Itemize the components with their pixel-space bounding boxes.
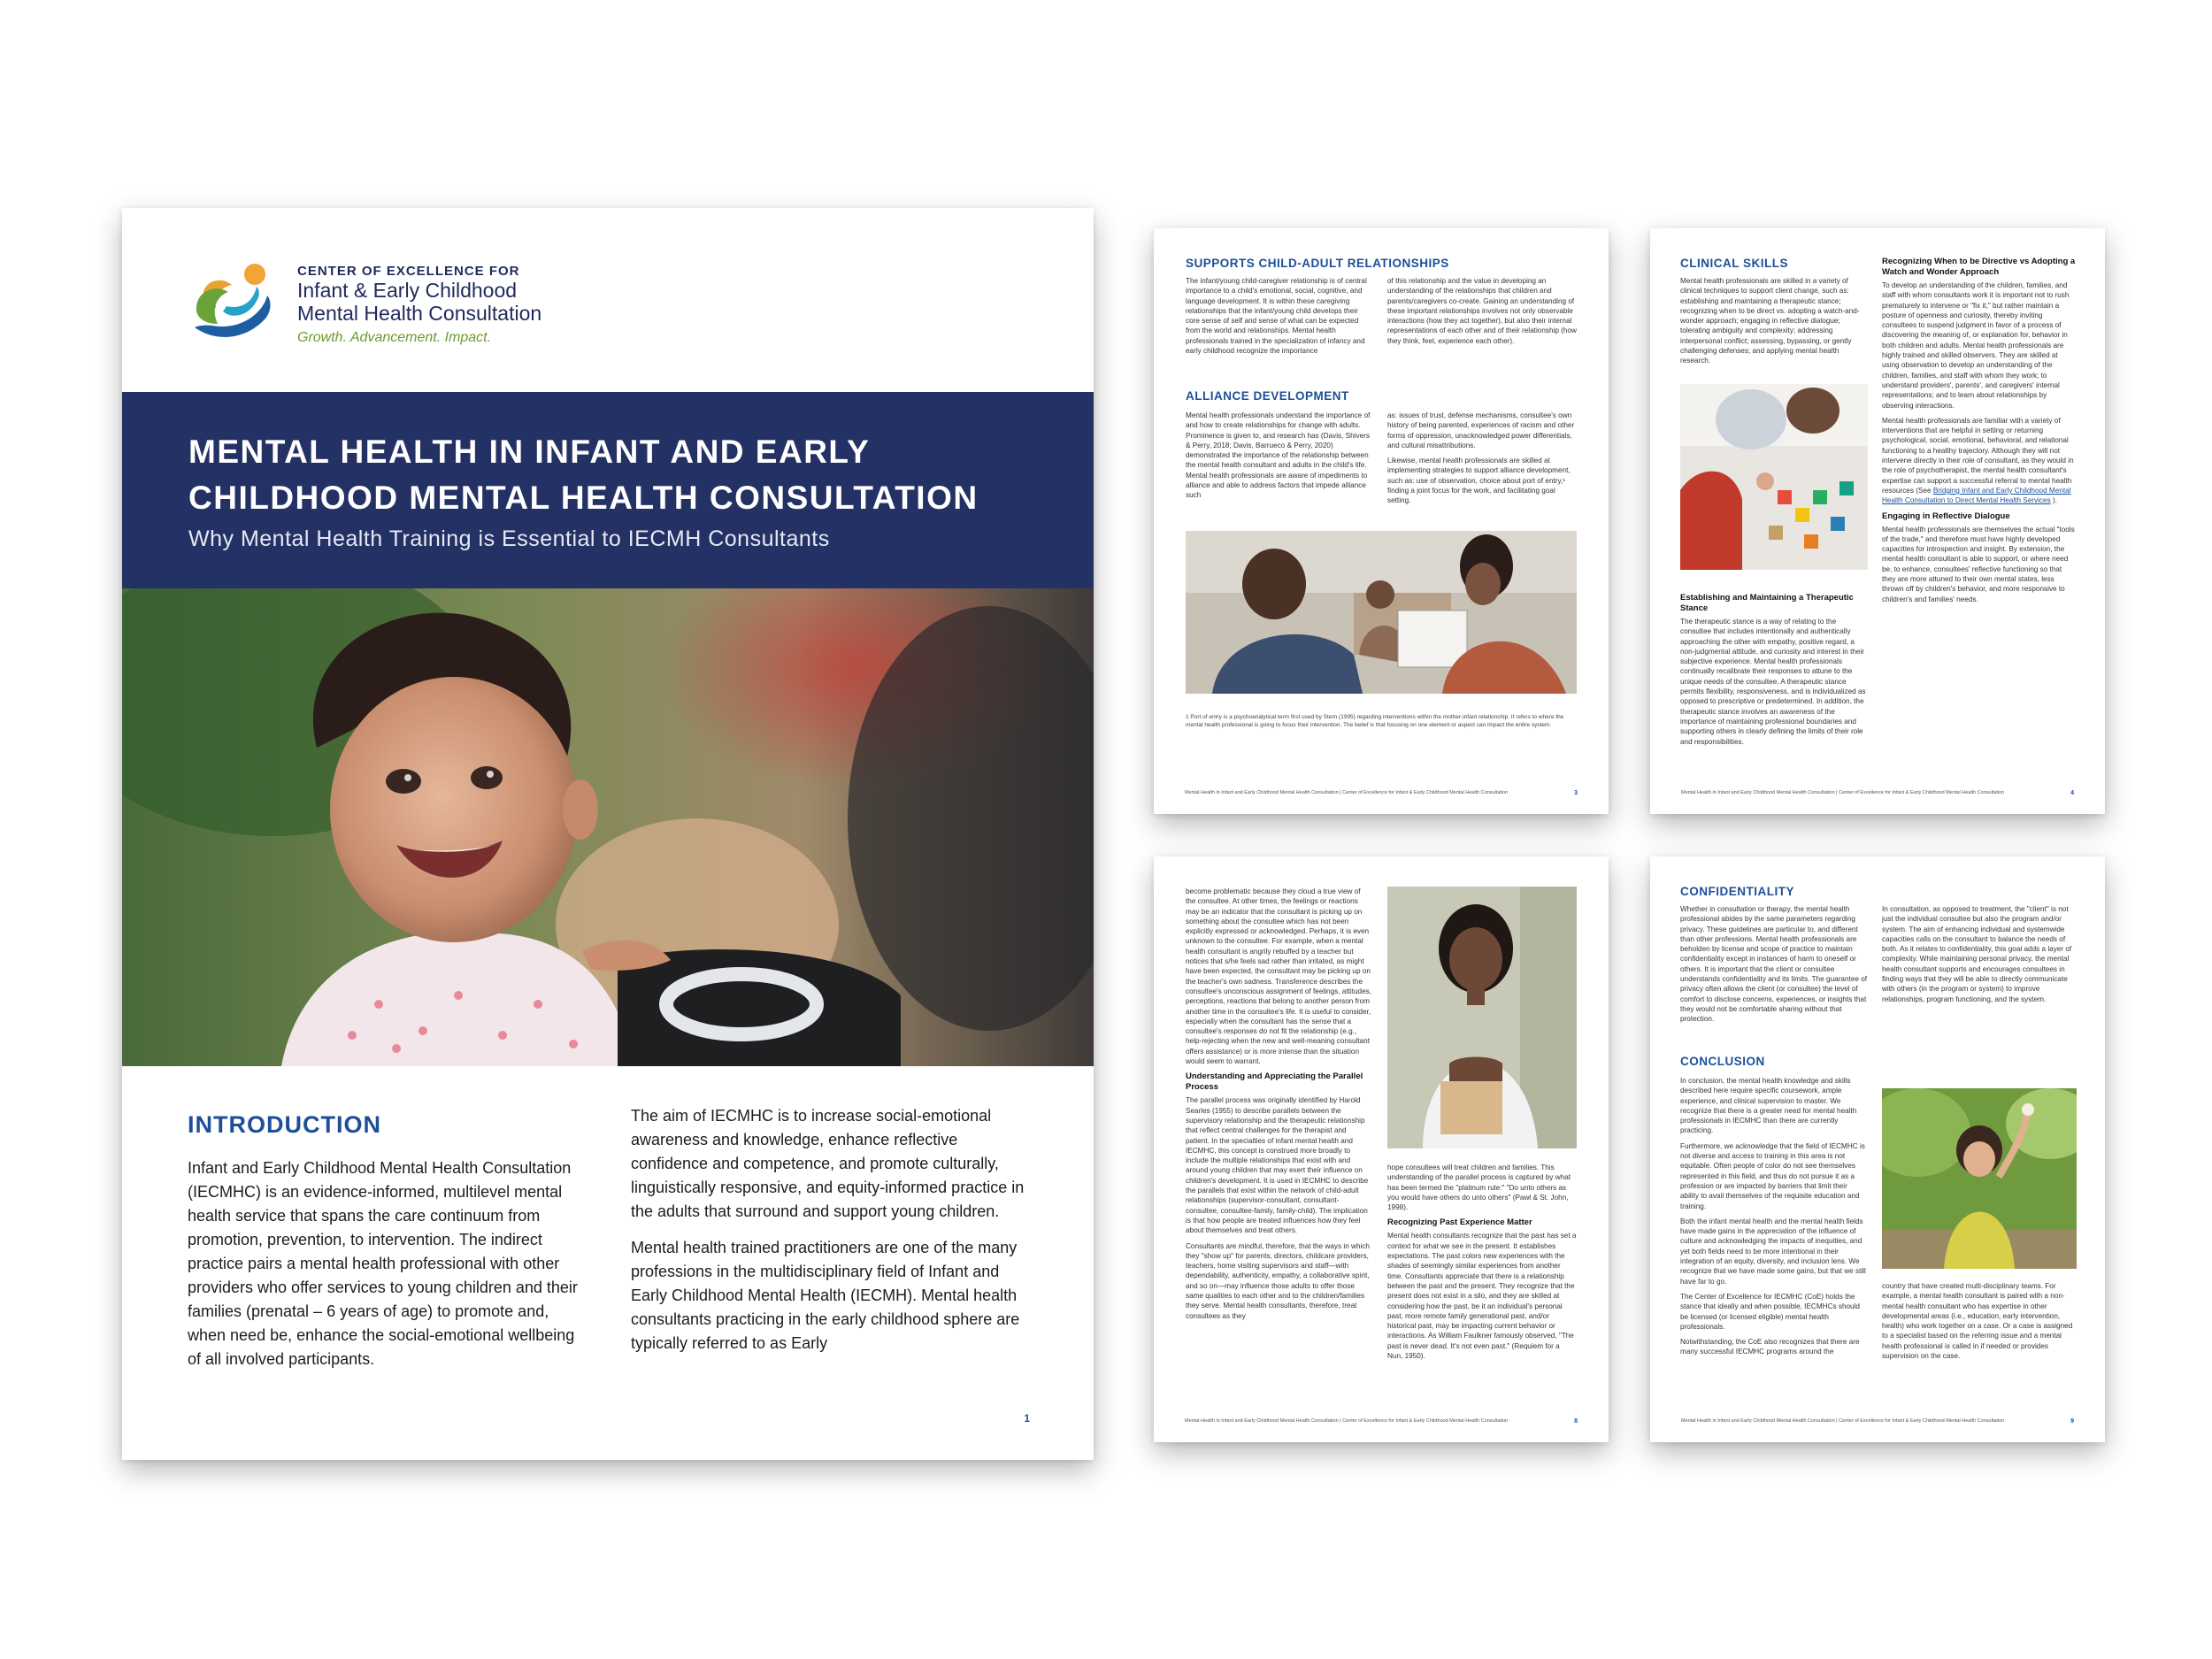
toddler-outdoors-photo — [1882, 1088, 2077, 1269]
coe-logo — [188, 257, 683, 354]
p4-col2-para2-end: ). — [2052, 496, 2057, 505]
woman-consultant-photo — [1387, 887, 1577, 1148]
p3-col1-text: The infant/young child-caregiver relationship is of central importance to a child's emotional, social, cognitive, and language development. It is within these caregiving relationships that the infant/young child develops their core sense of self and sense of what can be expected from the world and relationships. Mental health professionals trained in the specialization of infancy and early childhood recognize the importance — [1186, 277, 1367, 356]
p4-therapeutic-stance-text: The therapeutic stance is a way of relating to the consultee that includes intentionally and authentically approaching the other with empathy, positive regard, a non-judgmental attitude, and curiosity and interest in their subjective experience. Mental health professionals continually recalibrate their responses to attune to the unique needs of the consultee. A therapeutic stance permits flexibility, responsiveness, and is individualized as opposed to prescriptive or predetermined. In addition, the therapeutic stance involves an awareness of the importance of maintaining professional boundaries and supporting others in clearly defining the limits of their role and responsibilities. — [1680, 618, 1866, 746]
p4-therapeutic-stance-section — [1680, 589, 1868, 766]
p9-footer — [1681, 1418, 2074, 1425]
p8-col2-para1: hope consultees will treat children and families. This understanding of the parallel process is captured by what has been termed the "platinum rule:" "Do unto others as you would have others do unto others" (Pawl & St. John, 1998). — [1387, 1164, 1571, 1212]
p3-footnote: 1 Port of entry is a psychoanalytical term first used by Stern (1995) regarding interventions within the mother-infant relationship. It refers to where the mental health professional is going to focus their intervention. The belief is that focusing on one element or aspect can impact the entire system. — [1186, 714, 1564, 728]
p9-col3-para3: Both the infant mental health and the mental health fields have made gains in the appreciation of the influence of culture and acknowledging the impacts of inequities, and yet both fields need to be more intentional in their integration of an equity, diversity, and inclusion lens. We recognize that we have made some gains, but that we still have far to go. — [1680, 1217, 1866, 1286]
p4-col2-text — [1882, 257, 2077, 775]
p4-col2-para2-text: Mental health professionals are familiar with a variety of interventions that are helpful in setting or returning psychological, social, emotional, behavioral, and relational functioning to a healthy trajectory. Although they will not intervene directly in their role of consultant, as they would in the role of psychotherapist, the mental health consultant's expertise can support a successful referral to mental health resources (See — [1882, 416, 2074, 495]
title-banner — [122, 392, 1094, 588]
p9-col3-para4: The Center of Excellence for IECMHC (CoE) holds the stance that ideally and when possible, IECMHCs should be licensed (or licensed eligible) mental health professionals. — [1680, 1292, 1860, 1331]
p4-footer — [1681, 790, 2074, 796]
document-subtitle: Why Mental Health Training is Essential to IECMH Consultants — [188, 526, 830, 551]
document-title-line1: MENTAL HEALTH IN INFANT AND EARLY — [188, 434, 871, 470]
cover-page — [122, 208, 1094, 1460]
p9-page-number: 9 — [2070, 1418, 2074, 1425]
p4-footer-text: Mental Health in Infant and Early Childhood Mental Health Consultation | Center of Excellence for Infant & Early Childhood Mental Health Consultation — [1681, 790, 2005, 795]
p8-footer-text: Mental Health in Infant and Early Childhood Mental Health Consultation | Center of Excellence for Infant & Early Childhood Mental Health Consultation — [1185, 1418, 1509, 1424]
logo-line2: Infant & Early Childhood — [297, 279, 518, 302]
p9-col4-text: country that have created multi-disciplinary teams. For example, a mental health consultant is paired with a non-mental health consultant who has expertise in other developmental areas (i.e., education, early intervention, health) who work together on a case. Or a case is assigned to a specialist based on the referring issue and a mental health professional is called in if needed or provides supervision on the case. — [1882, 1282, 2073, 1361]
p3-col2-text: of this relationship and the value in developing an understanding of the relationships that children and parents/caregivers co-create. Gaining an understanding of these important relationships involves not only observable interactions (how they act together), but also their internal representations of each other and of their relationship (how they think, feel, experience each other). — [1387, 277, 1577, 345]
p8-col2-text — [1387, 1163, 1577, 1410]
heading-confidentiality: CONFIDENTIALITY — [1680, 885, 1794, 898]
p3-footer-text: Mental Health in Infant and Early Childhood Mental Health Consultation | Center of Excellence for Infant & Early Childhood Mental Health Consultation — [1185, 790, 1509, 795]
p3-col4-text — [1387, 411, 1577, 511]
p8-col1-text — [1186, 887, 1371, 1409]
p3-col4-para2: Likewise, mental health professionals are skilled at implementing strategies to support alliance development, such as: use of observation, choice about port of entry,¹ finding a joint focus for the work, and facilitating goal setting. — [1387, 457, 1571, 505]
p4-page-number: 4 — [2070, 790, 2074, 796]
family-consultation-photo — [1186, 531, 1577, 694]
p9-col3-para1: In conclusion, the mental health knowledge and skills described here require specific coursework, ample experience, and clinical supervision to master. We recognize that there is a greater need for mental health professionals in IECMHC than there are currently practicing. — [1680, 1077, 1857, 1135]
p3-footer — [1185, 790, 1578, 796]
p9-footer-text: Mental Health in Infant and Early Childhood Mental Health Consultation | Center of Excellence for Infant & Early Childhood Mental Health Consultation — [1681, 1418, 2005, 1424]
intro-paragraph-2: The aim of IECMHC is to increase social-emotional awareness and knowledge, enhance reflective confidence and competence, and promote culturally, linguistically responsive, and equity-informed practice in the adults that surround and support young children. — [631, 1107, 1025, 1220]
page-9 — [1650, 856, 2105, 1442]
p4-col1-text: Mental health professionals are skilled in a variety of clinical techniques to support client change, such as: establishing and maintaining a therapeutic stance; recognizing when to be direct vs. adopting a watch-and-wonder approach; engaging in reflective dialogue; tolerating ambiguity and complexity; addressing interpersonal conflict; assessing, bypassing, or gently challenging defenses; and applying mental health research. — [1680, 277, 1860, 365]
subheading-therapeutic-stance: Establishing and Maintaining a Therapeutic Stance — [1680, 593, 1854, 613]
p8-footer — [1185, 1418, 1578, 1425]
intro-column-right — [631, 1104, 1028, 1384]
subheading-past-experience: Recognizing Past Experience Matter — [1387, 1217, 1532, 1228]
logo-tagline: Growth. Advancement. Impact. — [297, 330, 492, 345]
p8-page-number: 8 — [1574, 1418, 1578, 1425]
heading-supports-relationships: SUPPORTS CHILD-ADULT RELATIONSHIPS — [1186, 257, 1449, 270]
p9-col2-text: In consultation, as opposed to treatment, the "client" is not just the individual consultee but also the program and/or system. The aim of enhancing individual and systemwide capacities calls on the consultant to balance the needs of both. As it relates to confidentiality, this goal adds a layer of complexity. While maintaining personal privacy, the mental health consultant supports and encourages consultees in finding ways that they will be able to directly communicate with others (in the program or system) to improve relationships, program functioning, and the system. — [1882, 905, 2072, 1003]
subheading-directive-vs-watch: Recognizing When to be Directive vs Adopting a Watch and Wonder Approach — [1882, 257, 2076, 277]
heading-conclusion: CONCLUSION — [1680, 1055, 1765, 1068]
heading-clinical-skills: CLINICAL SKILLS — [1680, 257, 1788, 270]
p4-col2-para1: To develop an understanding of the children, families, and staff with whom consultants work it is important not to rush prematurely to intervene or "fix it," but rather maintain a posture of openness and curiosity, thereby inviting consultees to suspend judgment in favor of a process of discovering the meaning of, or explanation for, behavior in both children and adults. Mental health professionals are highly trained and skilled observers. They are skilled at using observation to develop an understanding of the children, families, and staff with whom they work; to understand providers', parents', and caregivers' internal representations; and to learn about relationships by observing interactions. — [1882, 281, 2070, 410]
p8-col2-para2: Mental health consultants recognize that the past has set a context for what we see in the present. It establishes expectations. The past colors new experiences with the shades of seemingly similar experiences from another time. Consultants appreciate that there is a relationship between the past and the present. They recognize that the present does not exist in a silo, and they are skilled at considering how the past, be it an individual's personal past, more remote family generational past, and/or historical past, may be impacting current behavior or interactions. As William Faulkner famously observed, "The past is never dead. It's not even past." (Requiem for a Nun, 1950). — [1387, 1232, 1577, 1361]
intro-column-left — [188, 1104, 585, 1384]
p3-col4-para1: as: issues of trust, defense mechanisms, consultee's own history of being parented, experiences of racism and other forms of oppression, unacknowledged power differentials, and cultural misattributions. — [1387, 411, 1575, 449]
heading-alliance-development: ALLIANCE DEVELOPMENT — [1186, 389, 1349, 403]
subheading-reflective-dialogue: Engaging in Reflective Dialogue — [1882, 511, 2010, 521]
p4-col2-para2 — [1882, 416, 2077, 506]
introduction-section — [188, 1104, 1028, 1384]
p3-page-number: 3 — [1574, 790, 1578, 796]
p3-col3-text: Mental health professionals understand the importance of and how to create relationships for change with adults. Prominence is given to, and research has (Davis, Shivers & Perry, 2018; Davis, Barrueco & Perry, 2020) demonstrated the importance of the relationship between the mental health consultant and adults in the child's life. Mental health professionals are aware of impediments to alliance and able to address factors that impede alliance such — [1186, 411, 1371, 500]
p8-col1-para3: Consultants are mindful, therefore, that the ways in which they "show up" for parents, directors, childcare providers, teachers, home visiting supervisors and staff—with dependability, authenticity, empathy, a collaborative spirit, and so on—may influence those adults to offer those same qualities to each other and to the children/families they serve. Mental health consultants, therefore, treat consultees as they — [1186, 1241, 1370, 1320]
logo-line1: CENTER OF EXCELLENCE FOR — [297, 264, 520, 279]
page-number: 1 — [1024, 1412, 1030, 1425]
bridging-services-link[interactable]: Bridging Infant and Early Childhood Mental Health Consultation to Direct Mental Health Services — [1882, 486, 2071, 505]
smiling-baby-photo — [122, 588, 1094, 1066]
introduction-heading: INTRODUCTION — [188, 1111, 381, 1138]
intro-paragraph-1: Infant and Early Childhood Mental Health Consultation (IECMHC) is an evidence-informed, multilevel mental health service that spans the care continuum from promotion, prevention, to intervention. The indirect practice pairs a mental health professional with other providers who offer services to young children and their families (prenatal – 6 years of age) to promote and, when need be, enhance the social-emotional wellbeing of all involved participants. — [188, 1159, 578, 1368]
p9-col3-text — [1680, 1076, 1868, 1412]
subheading-parallel-process: Understanding and Appreciating the Parallel Process — [1186, 1071, 1363, 1093]
page-3 — [1154, 228, 1609, 814]
page-4 — [1650, 228, 2105, 814]
p9-col3-para2: Furthermore, we acknowledge that the field of IECMHC is not diverse and access to training in this area is not equitable. Often people of color do not see themselves represented in this field, and thus do not pursue it as a profession or are impacted by barriers that limit their ability to avail themselves of the requisite education and training. — [1680, 1141, 1865, 1210]
page-8 — [1154, 856, 1609, 1442]
p9-col1-text: Whether in consultation or therapy, the mental health professional abides by the same parameters regarding privacy. These guidelines are particular to, and different than other professions. Mental health professionals are beholden by license and scope of practice to maintain confidentiality except in instances of harm to oneself or others. It is important that the client or consultee understands confidentiality and its limits. The guarantee of privacy often allows the client (or consultee) the level of comfort to disclose concerns, experiences, or insights that they would not be comfortable sharing without that protection. — [1680, 905, 1868, 1024]
children-playing-blocks-photo — [1680, 384, 1868, 570]
p9-col3-para5: Notwithstanding, the CoE also recognizes that there are many successful IECMHC programs around the — [1680, 1338, 1860, 1356]
logo-line3: Mental Health Consultation — [297, 302, 542, 325]
document-title-line2: CHILDHOOD MENTAL HEALTH CONSULTATION — [188, 480, 979, 516]
coe-logo-icon — [188, 257, 285, 354]
intro-paragraph-3: Mental health trained practitioners are one of the many professions in the multidisciplinary field of Infant and Early Childhood Mental Health (IECMH). Mental health consultants practicing in the early childhood sphere are typically referred to as Early — [631, 1239, 1020, 1352]
p4-col2-para3: Mental health professionals are themselves the actual "tools of the trade," and therefore must have highly developed capacities for introspection and insight. By extension, the mental health consultant is able to support, or where need be, to enhance, consultees' reflective functioning so that they are more attuned to their own mental states, less thrown off by children's behavior, and more responsive to children's and families' needs. — [1882, 525, 2075, 603]
p8-col1-para1: become problematic because they cloud a true view of the consultee. At other times, the feelings or reactions may be an indicator that the consultant is picking up on something about the consultee which has not been explicitly expressed or acknowledged. Perhaps, it is even unknown to the consultee. For example, when a mental health consultant is angrily rebuffed by a teacher but notices that s/he feels sad rather than irritated, as might have been expected, the consultant may be picking up on the teacher's own sadness. Transference describes the consultee's unconscious assignment of feelings, attitudes, perceptions, reactions that belong to another person from another time in the consultee's life. It is useful to consider, especially when the consultant has the sense that a consultee's responses do not fit the relationship (e.g., help-rejecting when the new and well-meaning consultant offers assistance) or is more intense than the situation would seem to warrant. — [1186, 887, 1371, 1066]
p8-col1-para2: The parallel process was originally identified by Harold Searles (1955) to describe parallels between the supervisory relationship and the therapeutic relationship that reflect central challenges for the therapist and patient. In the specialties of infant mental health and IECMHC, this concept is construed more broadly to include the multiple relationships that exist with and around young children that may exert their influence on children's development. It is used in IECMHC to describe the parallels that exist within the network of child-adult relationships (supervisor-consultant, consultant-consultee, consultee-family, family-child). The implication is that how people are treated influences how they feel about themselves and treat others. — [1186, 1096, 1369, 1235]
